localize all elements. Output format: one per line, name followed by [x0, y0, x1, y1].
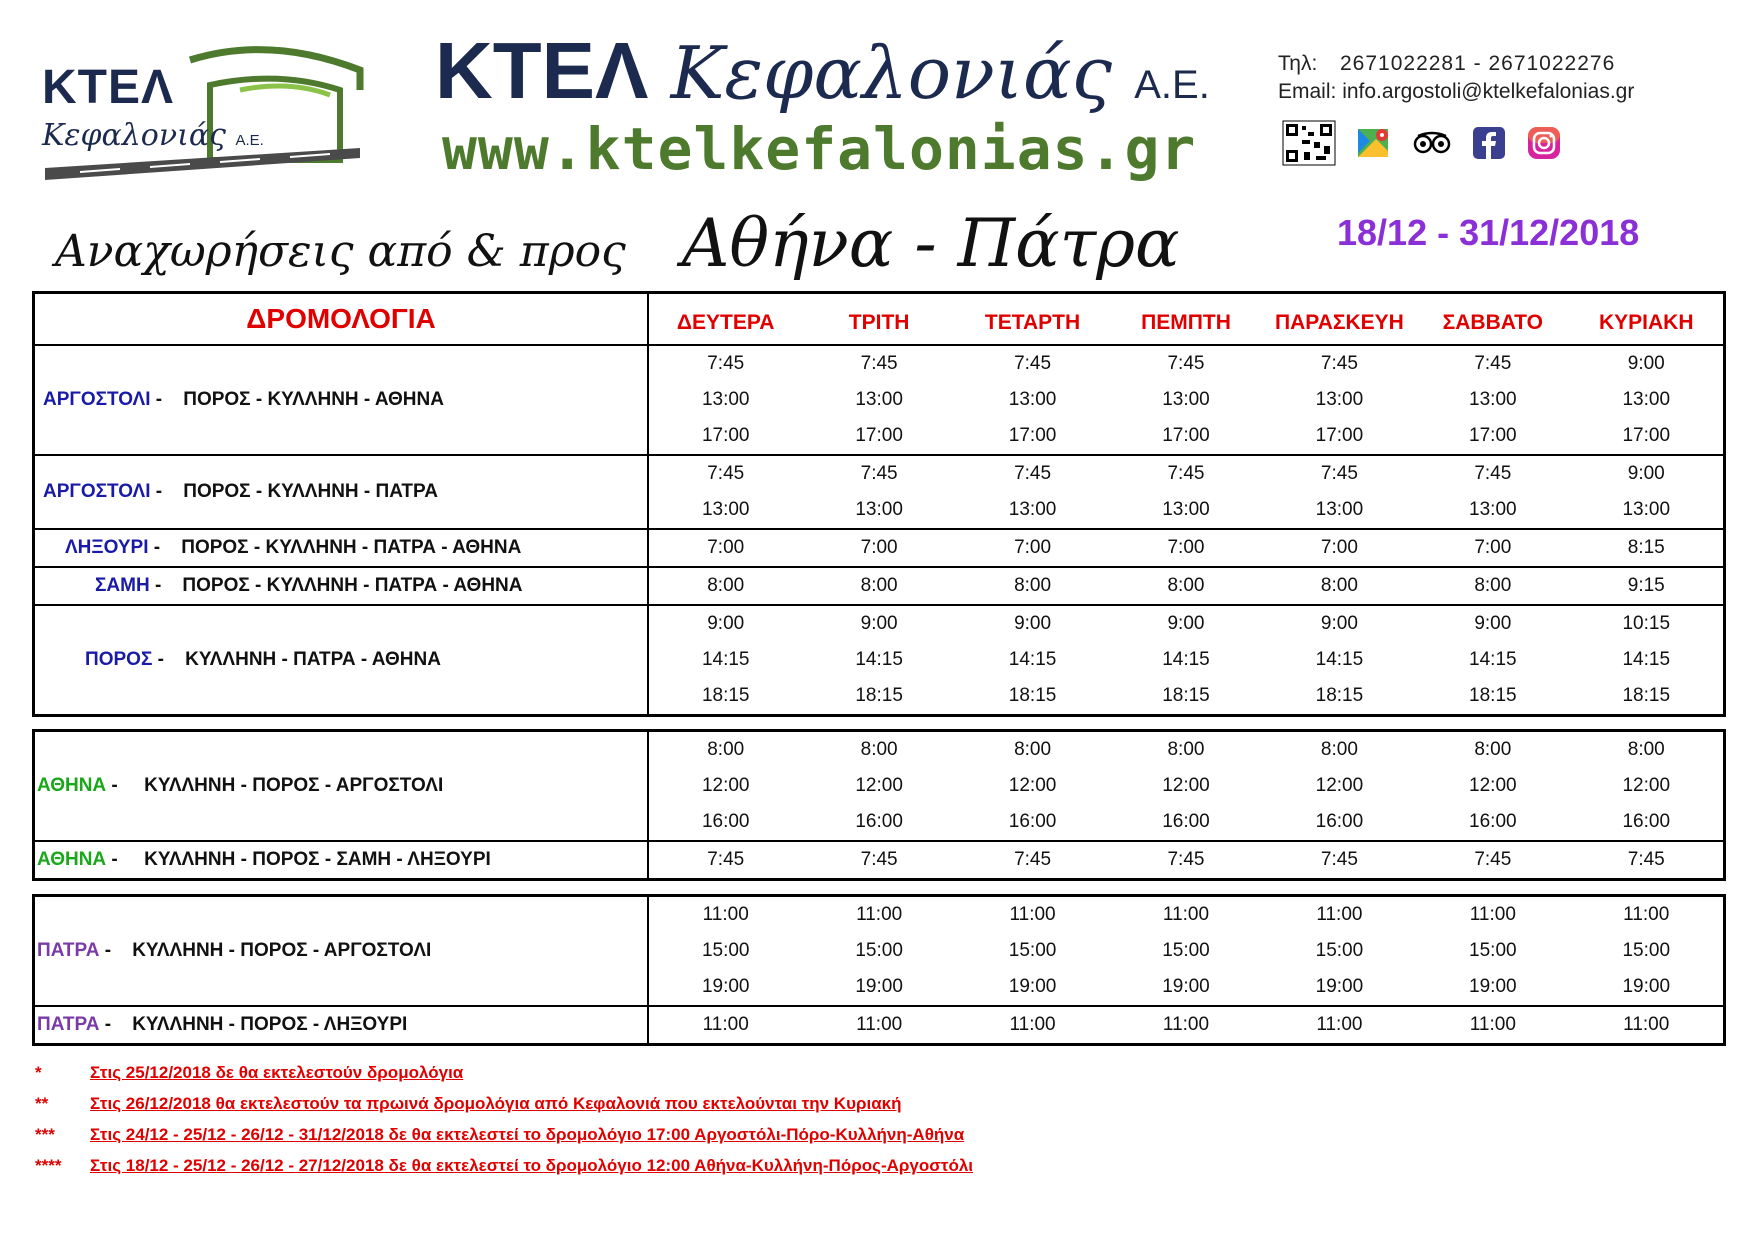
time-cell: 7:00	[1014, 537, 1052, 558]
google-maps-icon[interactable]	[1356, 125, 1392, 166]
time-cell: 17:00	[701, 425, 750, 446]
company-logo	[40, 30, 370, 180]
logo-sub-suffix: Α.Ε.	[235, 132, 264, 149]
time-cell: 9:00	[1474, 613, 1512, 634]
time-cell: 8:00	[1167, 575, 1205, 596]
time-cell: 11:00	[1469, 1014, 1516, 1035]
time-cell: 9:00	[1627, 463, 1665, 484]
time-cell: 8:00	[707, 575, 745, 596]
time-cell: 14:15	[855, 649, 903, 670]
time-cell: 13:00	[1315, 499, 1364, 520]
time-cell: 11:00	[1316, 904, 1363, 925]
time-cell: 7:45	[1474, 463, 1512, 484]
time-cell: 19:00	[1315, 976, 1364, 997]
footnote-text: Στις 25/12/2018 δε θα εκτελεστούν δρομολόγια	[90, 1063, 464, 1082]
time-cell: 18:15	[1469, 685, 1517, 706]
time-cell: 11:00	[1623, 904, 1670, 925]
time-cell: 7:00	[1474, 537, 1512, 558]
route-origin: ΠΑΤΡΑ	[37, 1014, 100, 1035]
time-cell: 12:00	[1162, 775, 1210, 796]
time-cell: 15:00	[855, 940, 903, 961]
time-row	[649, 842, 1723, 878]
time-cell: 8:00	[1014, 575, 1052, 596]
time-cell: 12:00	[855, 775, 903, 796]
time-row	[649, 642, 1723, 678]
time-cell: 13:00	[855, 389, 903, 410]
time-cell: 7:45	[707, 463, 745, 484]
time-cell: 18:15	[1315, 685, 1364, 706]
day-friday: ΠΑΡΑΣΚΕΥΗ	[1274, 311, 1404, 334]
time-cell: 7:45	[1167, 353, 1205, 374]
time-cell: 7:45	[860, 463, 898, 484]
time-cell: 13:00	[1162, 389, 1210, 410]
time-cell: 11:00	[1009, 904, 1056, 925]
time-cell: 16:00	[855, 811, 903, 832]
route-origin: ΑΘΗΝΑ	[37, 775, 107, 796]
footnote	[35, 1094, 973, 1125]
time-row	[649, 933, 1723, 969]
times-block	[649, 346, 1723, 454]
time-cell: 7:00	[860, 537, 898, 558]
time-cell: 18:15	[1622, 685, 1671, 706]
time-cell: 13:00	[1008, 499, 1057, 520]
time-cell: 12:00	[1008, 775, 1057, 796]
time-cell: 11:00	[702, 904, 749, 925]
table-row	[35, 566, 1723, 604]
times-block	[649, 897, 1723, 1005]
footnote-mark: ***	[35, 1125, 55, 1144]
time-cell: 11:00	[1469, 904, 1516, 925]
email-link[interactable]: info.argostoli@ktelkefalonias.gr	[1342, 80, 1635, 103]
table-row	[35, 454, 1723, 528]
route-stops: ΚΥΛΛΗΝΗ - ΠΟΡΟΣ - ΑΡΓΟΣΤΟΛΙ	[132, 940, 432, 961]
time-cell: 7:45	[1627, 849, 1665, 870]
time-cell: 7:00	[707, 537, 745, 558]
time-cell: 11:00	[856, 1014, 903, 1035]
time-cell: 14:15	[1315, 649, 1364, 670]
time-cell: 15:00	[1315, 940, 1364, 961]
time-cell: 15:00	[1008, 940, 1057, 961]
time-cell: 8:00	[860, 739, 898, 760]
time-cell: 15:00	[1162, 940, 1210, 961]
time-cell: 17:00	[1315, 425, 1364, 446]
time-cell: 7:45	[1167, 849, 1205, 870]
time-cell: 14:15	[1162, 649, 1210, 670]
time-cell: 13:00	[1162, 499, 1210, 520]
time-cell: 11:00	[1162, 904, 1210, 925]
contact-info	[1278, 50, 1634, 106]
brand-suffix: Α.Ε.	[1134, 63, 1210, 107]
time-cell: 19:00	[855, 976, 903, 997]
phone-numbers: 2671022281 - 2671022276	[1340, 52, 1616, 75]
route-origin: ΑΡΓΟΣΤΟΛΙ	[43, 389, 151, 410]
time-row	[649, 804, 1723, 840]
times-block	[649, 530, 1723, 566]
route-stops: ΠΟΡΟΣ - ΚΥΛΛΗΝΗ - ΠΑΤΡΑ - ΑΘΗΝΑ	[182, 575, 523, 596]
table-row	[35, 732, 1723, 840]
time-cell: 8:00	[860, 575, 898, 596]
time-cell: 19:00	[1469, 976, 1517, 997]
time-cell: 16:00	[1622, 811, 1671, 832]
footnote-mark: *	[35, 1063, 42, 1082]
times-block	[649, 732, 1723, 840]
time-cell: 13:00	[701, 389, 750, 410]
time-cell: 12:00	[1469, 775, 1517, 796]
time-cell: 17:00	[1622, 425, 1671, 446]
times-block	[649, 568, 1723, 604]
time-cell: 17:00	[1162, 425, 1210, 446]
route-origin: ΑΘΗΝΑ	[37, 849, 107, 870]
time-cell: 7:45	[1014, 353, 1052, 374]
time-cell: 14:15	[1469, 649, 1517, 670]
route-stops: ΚΥΛΛΗΝΗ - ΠΟΡΟΣ - ΛΗΞΟΥΡΙ	[132, 1014, 408, 1035]
time-cell: 17:00	[1469, 425, 1517, 446]
times-block	[649, 456, 1723, 528]
day-monday: ΔΕΥΤΕΡΑ	[676, 311, 775, 334]
time-cell: 11:00	[856, 904, 903, 925]
day-thursday: ΠΕΜΠΤΗ	[1141, 311, 1231, 334]
time-cell: 8:00	[1627, 739, 1665, 760]
qr-code-icon	[1282, 120, 1336, 171]
route-stops: ΠΟΡΟΣ - ΚΥΛΛΗΝΗ - ΠΑΤΡΑ - ΑΘΗΝΑ	[181, 537, 522, 558]
time-row	[649, 969, 1723, 1005]
route-origin: ΠΑΤΡΑ	[37, 940, 100, 961]
logo-sub-name: Κεφαλονιάς	[42, 118, 226, 153]
time-cell: 18:15	[1162, 685, 1210, 706]
table-row	[35, 528, 1723, 566]
time-cell: 13:00	[855, 499, 903, 520]
route-title	[55, 205, 1180, 282]
day-saturday: ΣΑΒΒΑΤΟ	[1442, 311, 1543, 334]
time-cell: 13:00	[1469, 389, 1517, 410]
table-row	[35, 1005, 1723, 1043]
route-label: ΑΡΓΟΣΤΟΛΙ - ΠΟΡΟΣ - ΚΥΛΛΗΝΗ - ΑΘΗΝΑ	[35, 346, 649, 454]
footnote-text: Στις 24/12 - 25/12 - 26/12 - 31/12/2018 δε θα εκτελεστεί το δρομολόγιο 17:00 Αργοστόλι-Πόρο-Κυλλήνη-Αθήνα	[90, 1125, 965, 1144]
time-cell: 9:00	[1167, 613, 1205, 634]
time-cell: 17:00	[855, 425, 903, 446]
time-cell: 8:00	[707, 739, 745, 760]
website-link[interactable]: www.ktelkefalonias.gr	[442, 115, 1197, 183]
time-cell: 13:00	[701, 499, 750, 520]
phone-label: Τηλ:	[1278, 52, 1318, 75]
footnotes	[35, 1063, 973, 1187]
footnote	[35, 1156, 973, 1187]
route-label: ΑΘΗΝΑ - ΚΥΛΛΗΝΗ - ΠΟΡΟΣ - ΣΑΜΗ - ΛΗΞΟΥΡΙ	[35, 842, 649, 878]
time-cell: 7:45	[1320, 353, 1358, 374]
time-row	[649, 492, 1723, 528]
time-cell: 7:45	[1320, 849, 1358, 870]
time-row	[649, 418, 1723, 454]
time-cell: 18:15	[855, 685, 903, 706]
footnote-text: Στις 26/12/2018 θα εκτελεστούν τα πρωινά δρομολόγια από Κεφαλονιά που εκτελούνται την Κυριακή	[90, 1094, 902, 1113]
time-cell: 14:15	[1008, 649, 1057, 670]
time-cell: 19:00	[1162, 976, 1210, 997]
logo-ktel-text: ΚΤΕΛ	[42, 61, 175, 114]
time-cell: 16:00	[1162, 811, 1210, 832]
time-cell: 16:00	[701, 811, 750, 832]
route-title-main: Αθήνα - Πάτρα	[681, 205, 1180, 282]
time-cell: 7:45	[860, 353, 898, 374]
time-row	[649, 1007, 1723, 1043]
route-label: ΑΡΓΟΣΤΟΛΙ - ΠΟΡΟΣ - ΚΥΛΛΗΝΗ - ΠΑΤΡΑ	[35, 456, 649, 528]
instagram-icon[interactable]	[1526, 125, 1562, 166]
route-label: ΠΟΡΟΣ - ΚΥΛΛΗΝΗ - ΠΑΤΡΑ - ΑΘΗΝΑ	[35, 606, 649, 714]
time-cell: 13:00	[1315, 389, 1364, 410]
time-cell: 16:00	[1008, 811, 1057, 832]
date-range: 18/12 - 31/12/2018	[1337, 212, 1640, 253]
day-wednesday: ΤΕΤΑΡΤΗ	[984, 311, 1081, 334]
table-row	[35, 840, 1723, 878]
route-label: ΣΑΜΗ - ΠΟΡΟΣ - ΚΥΛΛΗΝΗ - ΠΑΤΡΑ - ΑΘΗΝΑ	[35, 568, 649, 604]
time-cell: 19:00	[1008, 976, 1057, 997]
table-row	[35, 897, 1723, 1005]
time-cell: 7:00	[1320, 537, 1358, 558]
time-cell: 8:00	[1320, 739, 1358, 760]
route-label: ΛΗΞΟΥΡΙ - ΠΟΡΟΣ - ΚΥΛΛΗΝΗ - ΠΑΤΡΑ - ΑΘΗΝΑ	[35, 530, 649, 566]
schedule-table-from-athens	[32, 729, 1726, 881]
time-cell: 18:15	[701, 685, 750, 706]
route-label: ΑΘΗΝΑ - ΚΥΛΛΗΝΗ - ΠΟΡΟΣ - ΑΡΓΟΣΤΟΛΙ	[35, 732, 649, 840]
time-row	[649, 606, 1723, 642]
time-row	[649, 530, 1723, 566]
route-stops: ΠΟΡΟΣ - ΚΥΛΛΗΝΗ - ΑΘΗΝΑ	[183, 389, 444, 410]
route-label: ΠΑΤΡΑ - ΚΥΛΛΗΝΗ - ΠΟΡΟΣ - ΑΡΓΟΣΤΟΛΙ	[35, 897, 649, 1005]
time-row	[649, 678, 1723, 714]
time-cell: 11:00	[1316, 1014, 1363, 1035]
time-cell: 15:00	[701, 940, 750, 961]
route-stops: ΚΥΛΛΗΝΗ - ΠΑΤΡΑ - ΑΘΗΝΑ	[185, 649, 441, 670]
logo-sub-text	[42, 118, 264, 153]
time-cell: 19:00	[1622, 976, 1671, 997]
time-cell: 11:00	[1623, 1014, 1670, 1035]
time-cell: 8:15	[1627, 537, 1665, 558]
time-cell: 7:45	[860, 849, 898, 870]
time-row	[649, 346, 1723, 382]
times-block	[649, 1007, 1723, 1043]
footnote-mark: ****	[35, 1156, 62, 1175]
time-cell: 7:45	[1014, 463, 1052, 484]
day-sunday: ΚΥΡΙΑΚΗ	[1598, 311, 1694, 334]
time-cell: 7:45	[1167, 463, 1205, 484]
time-cell: 16:00	[1469, 811, 1517, 832]
time-cell: 7:45	[707, 849, 745, 870]
time-cell: 12:00	[1622, 775, 1671, 796]
schedule-table-from-patras	[32, 894, 1726, 1046]
table-header-row	[35, 294, 1723, 344]
time-cell: 8:00	[1167, 739, 1205, 760]
time-cell: 11:00	[1009, 1014, 1056, 1035]
times-block	[649, 606, 1723, 714]
time-cell: 11:00	[1162, 1014, 1210, 1035]
time-cell: 14:15	[701, 649, 750, 670]
footnote	[35, 1125, 973, 1156]
email-label: Email:	[1278, 80, 1337, 103]
route-origin: ΠΟΡΟΣ	[85, 649, 153, 670]
brand-name: Κεφαλονιάς	[670, 31, 1112, 115]
time-cell: 8:00	[1320, 575, 1358, 596]
time-cell: 13:00	[1622, 389, 1671, 410]
time-cell: 13:00	[1622, 499, 1671, 520]
routes-header: ΔΡΟΜΟΛΟΓΙΑ	[35, 294, 649, 344]
time-cell: 8:00	[1474, 575, 1512, 596]
time-cell: 7:45	[1474, 353, 1512, 374]
time-cell: 15:00	[1469, 940, 1517, 961]
route-origin: ΛΗΞΟΥΡΙ	[65, 537, 149, 558]
route-title-prefix: Αναχωρήσεις από & προς	[55, 226, 626, 277]
time-row	[649, 382, 1723, 418]
time-cell: 9:00	[707, 613, 745, 634]
time-cell: 9:00	[1014, 613, 1052, 634]
time-cell: 7:45	[1014, 849, 1052, 870]
time-cell: 15:00	[1622, 940, 1671, 961]
day-tuesday: ΤΡΙΤΗ	[848, 311, 910, 334]
route-origin: ΑΡΓΟΣΤΟΛΙ	[43, 481, 151, 502]
time-cell: 9:00	[860, 613, 898, 634]
social-icons	[1282, 120, 1582, 171]
footnote-text: Στις 18/12 - 25/12 - 26/12 - 27/12/2018 δε θα εκτελεστεί το δρομολόγιο 12:00 Αθήνα-Κυλλήνη-Πόρος-Αργοστόλι	[90, 1156, 974, 1175]
time-cell: 7:45	[1320, 463, 1358, 484]
time-cell: 10:15	[1622, 613, 1671, 634]
time-cell: 16:00	[1315, 811, 1364, 832]
brand-ktel: ΚΤΕΛ	[435, 26, 649, 115]
route-stops: ΚΥΛΛΗΝΗ - ΠΟΡΟΣ - ΣΑΜΗ - ΛΗΞΟΥΡΙ	[144, 849, 491, 870]
route-stops: ΚΥΛΛΗΝΗ - ΠΟΡΟΣ - ΑΡΓΟΣΤΟΛΙ	[144, 775, 444, 796]
footnote	[35, 1063, 973, 1094]
time-cell: 12:00	[701, 775, 750, 796]
table-row	[35, 344, 1723, 454]
time-cell: 11:00	[702, 1014, 749, 1035]
time-cell: 9:15	[1627, 575, 1665, 596]
time-row	[649, 732, 1723, 768]
days-header	[649, 294, 1723, 344]
time-cell: 7:45	[707, 353, 745, 374]
time-cell: 17:00	[1008, 425, 1057, 446]
time-cell: 9:00	[1320, 613, 1358, 634]
route-origin: ΣΑΜΗ	[95, 575, 150, 596]
route-stops: ΠΟΡΟΣ - ΚΥΛΛΗΝΗ - ΠΑΤΡΑ	[183, 481, 438, 502]
tripadvisor-icon[interactable]	[1412, 128, 1452, 163]
brand-title	[435, 25, 1210, 117]
time-row	[649, 456, 1723, 492]
table-row	[35, 604, 1723, 714]
time-cell: 9:00	[1627, 353, 1665, 374]
time-row	[649, 568, 1723, 604]
route-label: ΠΑΤΡΑ - ΚΥΛΛΗΝΗ - ΠΟΡΟΣ - ΛΗΞΟΥΡΙ	[35, 1007, 649, 1043]
time-row	[649, 897, 1723, 933]
time-cell: 13:00	[1469, 499, 1517, 520]
times-block	[649, 842, 1723, 878]
time-cell: 14:15	[1622, 649, 1671, 670]
time-cell: 7:00	[1167, 537, 1205, 558]
time-cell: 8:00	[1474, 739, 1512, 760]
time-cell: 7:45	[1474, 849, 1512, 870]
time-cell: 8:00	[1014, 739, 1052, 760]
facebook-icon[interactable]	[1472, 126, 1506, 165]
time-cell: 13:00	[1008, 389, 1057, 410]
footnote-mark: **	[35, 1094, 49, 1113]
time-cell: 19:00	[701, 976, 750, 997]
time-cell: 18:15	[1008, 685, 1057, 706]
time-cell: 12:00	[1315, 775, 1364, 796]
time-row	[649, 768, 1723, 804]
schedule-table-from-kefalonia	[32, 291, 1726, 717]
